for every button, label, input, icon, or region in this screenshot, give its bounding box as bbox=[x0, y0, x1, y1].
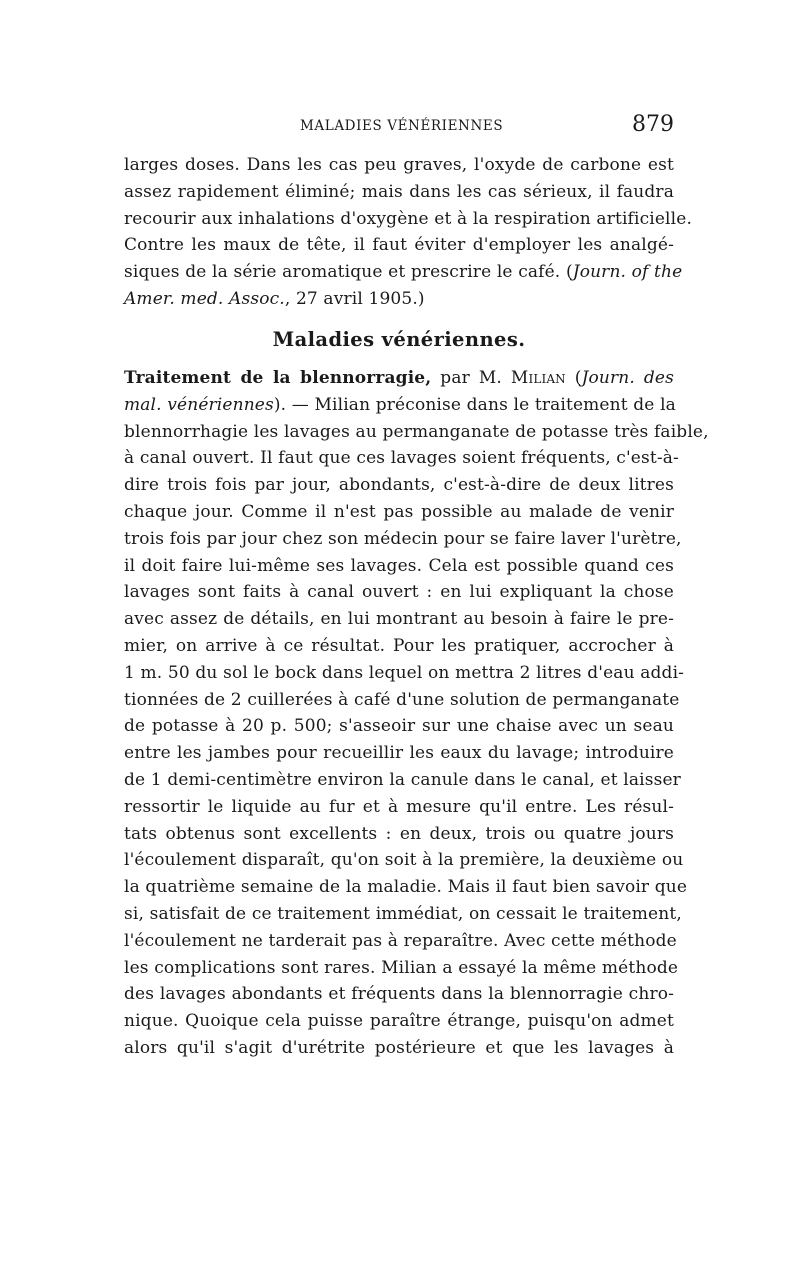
paragraph-2-line: l'écoulement ne tarderait pas à reparaître. Avec cette méthode bbox=[124, 930, 677, 951]
section-heading: Maladies vénériennes. bbox=[272, 328, 526, 351]
paragraph-2-line: tionnées de 2 cuillerées à café d'une solution de permanganate bbox=[124, 689, 680, 710]
source-journal: Journ. des bbox=[581, 368, 674, 388]
paragraph-2-line: il doit faire lui-même ses lavages. Cela est possible quand ces bbox=[124, 555, 674, 576]
paragraph-2-line: de potasse à 20 p. 500; s'asseoir sur une chaise avec un seau bbox=[124, 716, 674, 737]
paragraph-2-line: 1 m. 50 du sol le bock dans lequel on mettra 2 litres d'eau addi- bbox=[124, 662, 685, 683]
paragraph-1-text: siques de la série aromatique et prescrire le café. bbox=[124, 262, 561, 283]
source-close: ). bbox=[273, 394, 287, 415]
paragraph-2-line: de 1 demi-centimètre environ la canule dans le canal, et laisser bbox=[124, 769, 681, 790]
paragraph-2-line: entre les jambes pour recueillir les eaux du lavage; introduire bbox=[124, 743, 674, 764]
reference-date: , 27 avril 1905.) bbox=[284, 288, 425, 309]
paragraph-2-line: ressortir le liquide au fur et à mesure qu'il entre. Les résul- bbox=[124, 796, 674, 817]
paragraph-2-line: blennorrhagie les lavages au permanganate de potasse très faible, bbox=[124, 421, 709, 442]
paragraph-1-line: Contre les maux de tête, il faut éviter d'employer les analgé- bbox=[124, 235, 674, 256]
paragraph-2-line: nique. Quoique cela puisse paraître étrange, puisqu'on admet bbox=[124, 1011, 674, 1032]
paragraph-2-line: chaque jour. Comme il n'est pas possible au malade de venir bbox=[124, 501, 674, 522]
paragraph-2-line: l'écoulement disparaît, qu'on soit à la première, la deuxième ou bbox=[124, 850, 684, 871]
reference-open: ( bbox=[565, 262, 573, 283]
paragraph-1-line: larges doses. Dans les cas peu graves, l'oxyde de carbone est bbox=[124, 155, 674, 175]
paragraph-2-line: lavages sont faits à canal ouvert : en lui expliquant la chose bbox=[124, 582, 674, 603]
paragraph-1-line bbox=[124, 259, 683, 286]
paragraph-2-line: si, satisfait de ce traitement immédiat, on cessait le traitement, bbox=[124, 903, 682, 924]
page-number: 879 bbox=[632, 112, 674, 137]
reference-journal-2: Amer. med. Assoc. bbox=[124, 288, 285, 309]
article-author: Milian bbox=[510, 368, 566, 388]
paragraph-2-line: avec assez de détails, en lui montrant au besoin à faire le pre- bbox=[124, 609, 674, 630]
paragraph-1-line bbox=[124, 286, 674, 313]
page-header bbox=[124, 112, 674, 142]
source-journal-2: mal. vénériennes bbox=[124, 394, 274, 415]
article-intro: — Milian préconise dans le traitement de la bbox=[286, 394, 676, 415]
reference-journal: Journ. of the bbox=[572, 262, 683, 283]
paragraph-1-line: recourir aux inhalations d'oxygène et à la respiration artificielle. bbox=[124, 208, 692, 229]
source-open: ( bbox=[565, 368, 582, 388]
paragraph-2-line: dire trois fois par jour, abondants, c'est-à-dire de deux litres bbox=[124, 475, 674, 496]
article-title: Traitement de la blennorragie, bbox=[124, 368, 432, 388]
paragraph-2-line: à canal ouvert. Il faut que ces lavages soient fréquents, c'est-à- bbox=[124, 448, 679, 469]
running-title: MALADIES VÉNÉRIENNES bbox=[300, 118, 504, 134]
paragraph-1 bbox=[124, 152, 692, 313]
paragraph-2-line: mier, on arrive à ce résultat. Pour les pratiquer, accrocher à bbox=[124, 635, 674, 656]
paragraph-2-line bbox=[124, 392, 674, 419]
article-by: par M. bbox=[431, 368, 511, 388]
paragraph-1-line: assez rapidement éliminé; mais dans les cas sérieux, il faudra bbox=[124, 181, 674, 202]
paragraph-2-line: la quatrième semaine de la maladie. Mais il faut bien savoir que bbox=[124, 877, 688, 898]
paragraph-2-line bbox=[124, 365, 674, 392]
paragraph-2-line: les complications sont rares. Milian a essayé la même méthode bbox=[124, 957, 679, 978]
paragraph-2-line: tats obtenus sont excellents : en deux, trois ou quatre jours bbox=[124, 823, 674, 844]
paragraph-2 bbox=[124, 365, 709, 1062]
paragraph-2-line: trois fois par jour chez son médecin pour se faire laver l'urètre, bbox=[124, 528, 682, 549]
paragraph-2-line: alors qu'il s'agit d'urétrite postérieure et que les lavages à bbox=[124, 1037, 674, 1058]
paragraph-2-line: des lavages abondants et fréquents dans la blennorragie chro- bbox=[124, 984, 674, 1005]
